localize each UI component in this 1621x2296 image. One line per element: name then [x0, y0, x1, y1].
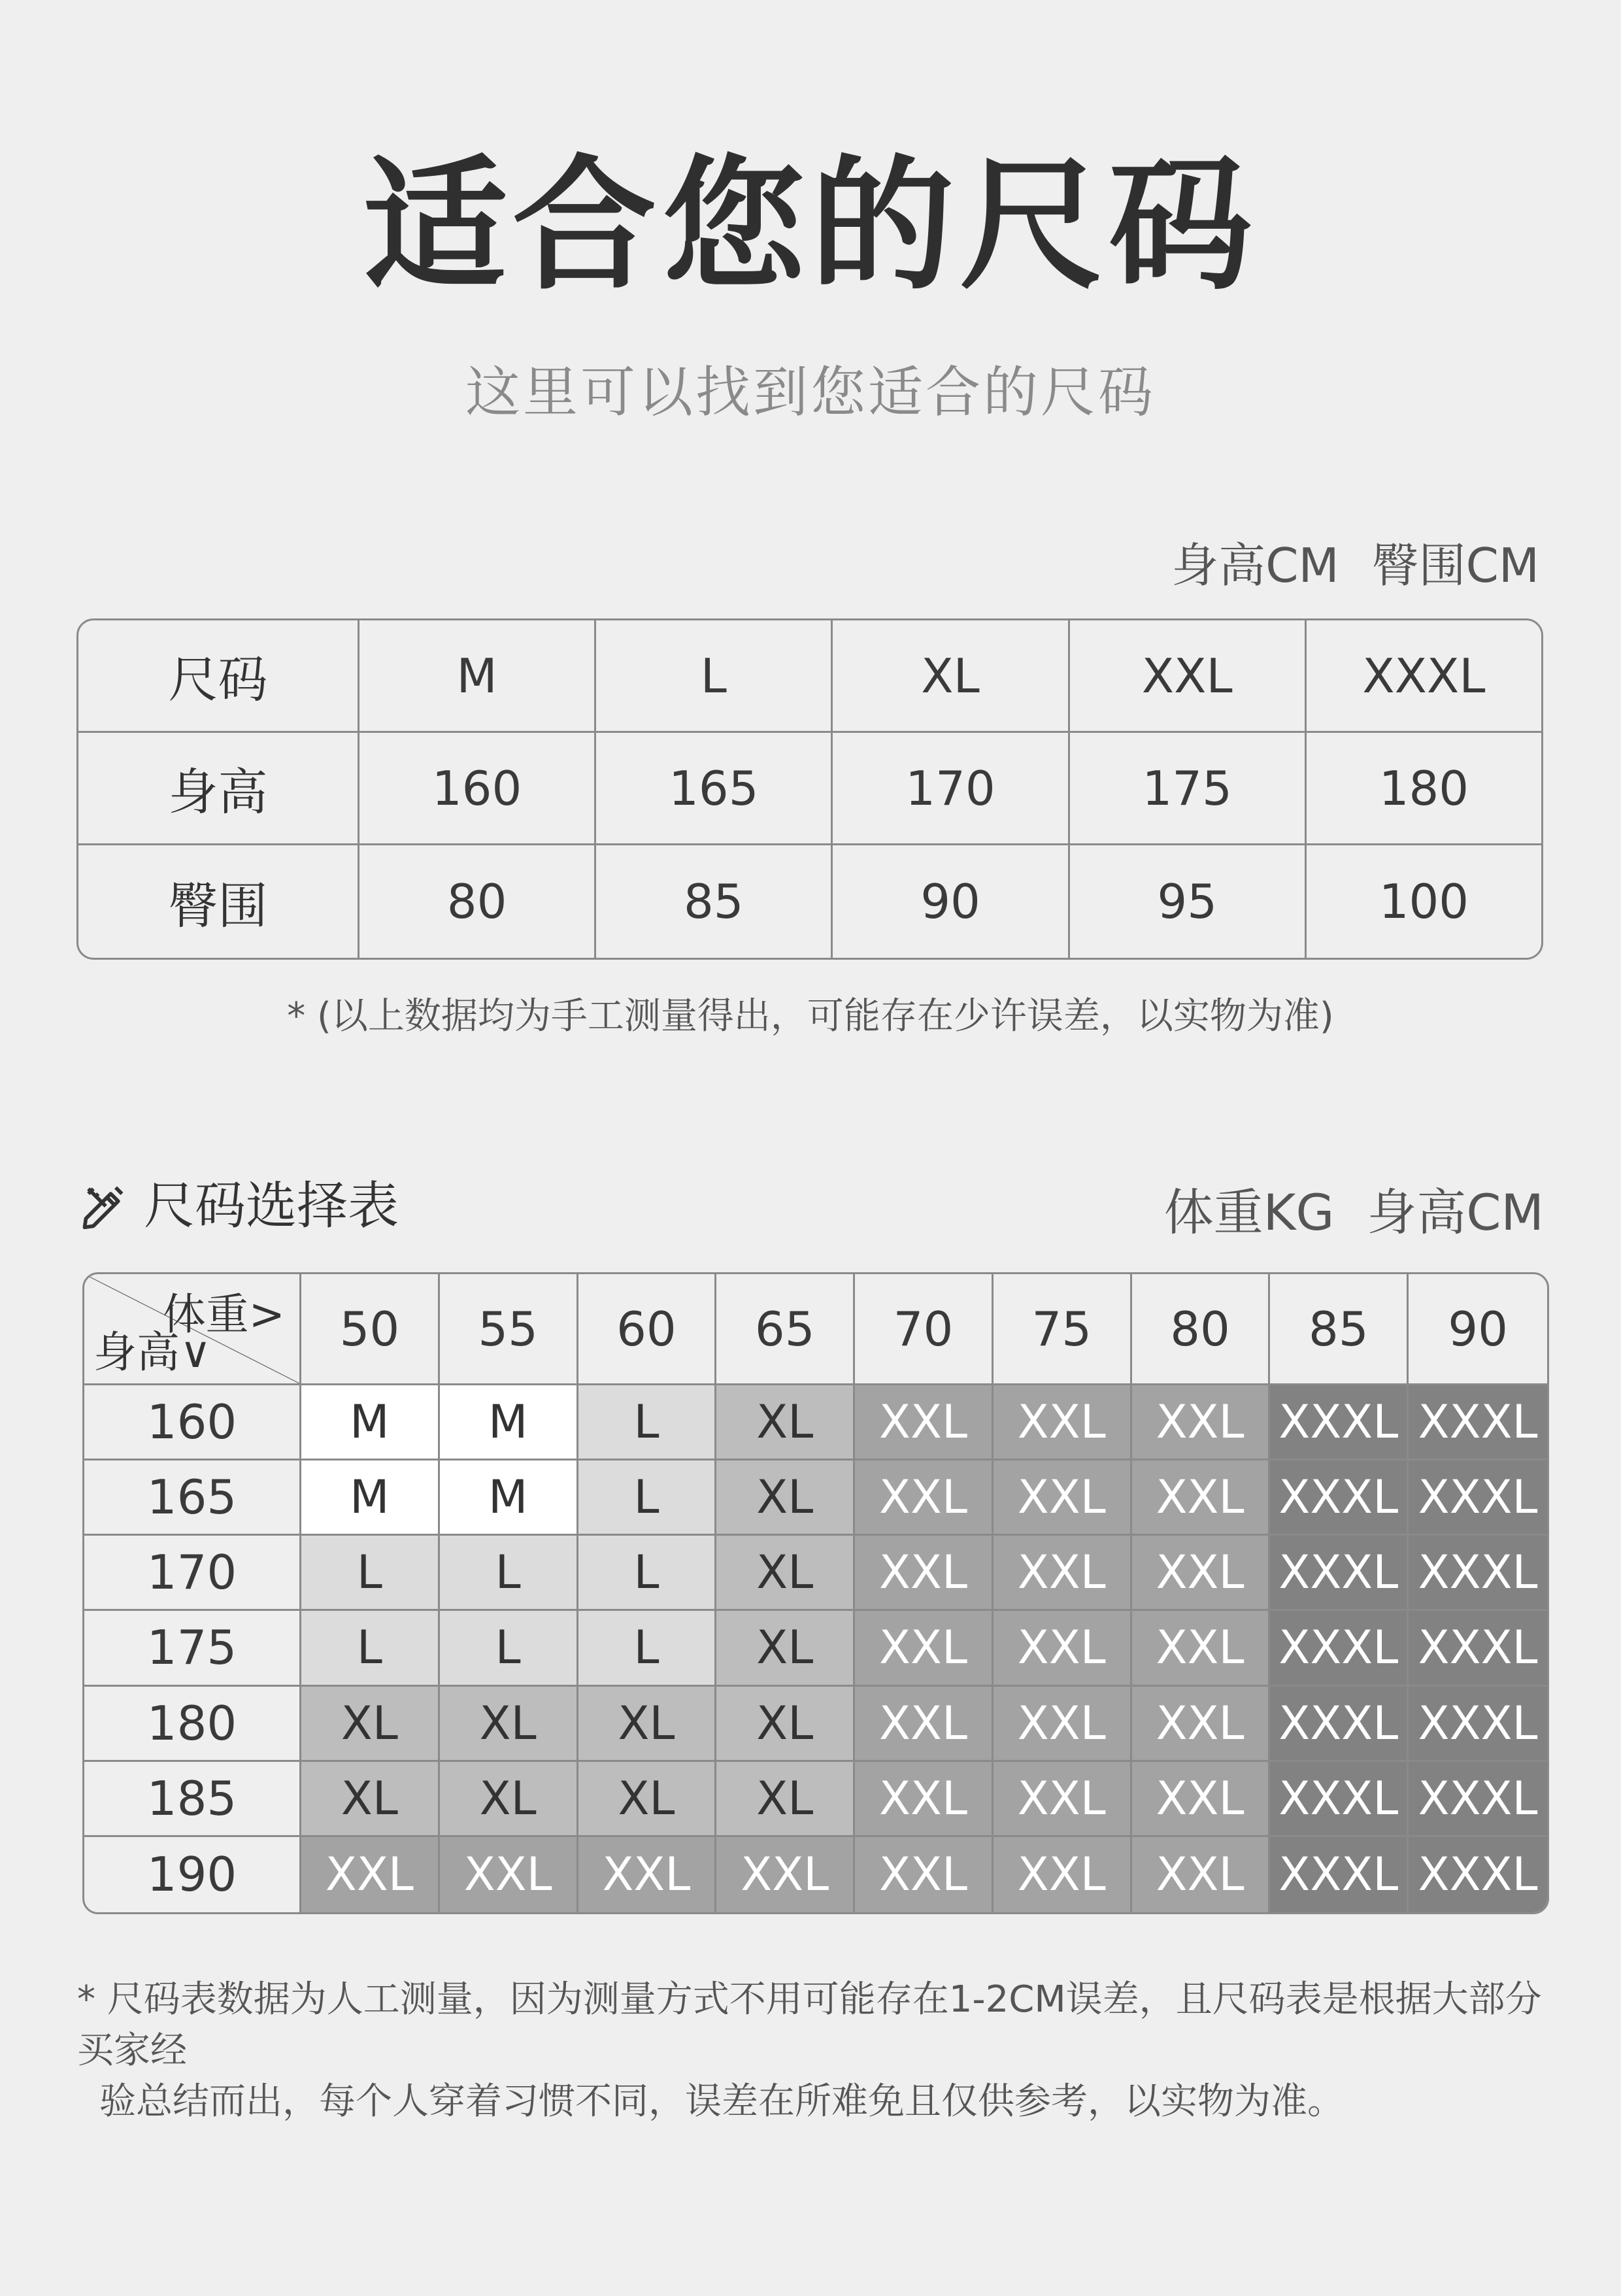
- size-cell: XXXL: [1409, 1611, 1547, 1686]
- size-cell: XXL: [855, 1837, 994, 1912]
- weight-header: 65: [716, 1274, 855, 1385]
- size-cell: XL: [716, 1385, 855, 1460]
- height-header: 170: [84, 1536, 301, 1611]
- size-cell: XXXL: [1409, 1536, 1547, 1611]
- size-cell: XL: [716, 1536, 855, 1611]
- size-cell: XXL: [855, 1762, 994, 1837]
- size-cell: XXL: [440, 1837, 578, 1912]
- weight-header: 75: [994, 1274, 1132, 1385]
- corner-weight-label: 体重>: [162, 1289, 285, 1340]
- section-title: 尺码选择表: [144, 1177, 399, 1236]
- size-cell: XXL: [994, 1611, 1132, 1686]
- size-cell: XXXL: [1409, 1762, 1547, 1837]
- size-cell: XXL: [994, 1536, 1132, 1611]
- unit-height: 身高CM: [1171, 538, 1339, 593]
- size-cell: XXL: [1132, 1837, 1271, 1912]
- size-cell: XXL: [994, 1385, 1132, 1460]
- size-cell: XXL: [1132, 1611, 1271, 1686]
- size-cell: XXXL: [1270, 1536, 1409, 1611]
- table-cell: 85: [596, 845, 833, 958]
- table-cell: 165: [596, 733, 833, 843]
- size-cell: XXXL: [1270, 1385, 1409, 1460]
- size-cell: XXXL: [1409, 1385, 1547, 1460]
- size-cell: XL: [301, 1687, 440, 1762]
- size-cell: XXL: [1132, 1385, 1271, 1460]
- size-cell: L: [578, 1385, 717, 1460]
- page-subtitle: 这里可以找到您适合的尺码: [465, 360, 1156, 424]
- size-cell: XL: [578, 1762, 717, 1837]
- size-cell: XXL: [855, 1385, 994, 1460]
- size-cell: XL: [440, 1687, 578, 1762]
- table1-units: [1171, 533, 1539, 598]
- weight-header: 50: [301, 1274, 440, 1385]
- size-cell: L: [301, 1611, 440, 1686]
- unit-weight: 体重KG: [1163, 1183, 1335, 1241]
- size-cell: XL: [440, 1762, 578, 1837]
- size-cell: XXXL: [1270, 1687, 1409, 1762]
- height-header: 160: [84, 1385, 301, 1460]
- table2-note: [77, 1974, 1548, 2127]
- table-row: [78, 845, 1541, 958]
- size-cell: XXL: [1132, 1762, 1271, 1837]
- size-cell: XXL: [855, 1687, 994, 1762]
- corner-height-label: 身高∨: [93, 1327, 212, 1377]
- size-cell: XXXL: [1409, 1837, 1547, 1912]
- note-line: * 尺码表数据为人工测量，因为测量方式不用可能存在1-2CM误差，且尺码表是根据大部分买家经: [77, 1978, 1542, 2072]
- size-cell: XXXL: [1270, 1460, 1409, 1536]
- size-cell: XXL: [578, 1837, 717, 1912]
- size-cell: XXL: [1132, 1687, 1271, 1762]
- table-row: [78, 733, 1541, 845]
- table-cell: 175: [1070, 733, 1307, 843]
- size-cell: M: [440, 1460, 578, 1536]
- table1-note: * (以上数据均为手工测量得出，可能存在少许误差，以实物为准): [287, 995, 1334, 1038]
- size-cell: XL: [716, 1611, 855, 1686]
- table-cell: 180: [1379, 760, 1469, 816]
- weight-header: 80: [1132, 1274, 1271, 1385]
- size-cell: XL: [716, 1460, 855, 1536]
- table-cell: XL: [833, 620, 1069, 731]
- table-cell: 160: [359, 733, 596, 843]
- row-header: 尺码: [78, 620, 359, 731]
- size-cell: XXXL: [1270, 1611, 1409, 1686]
- size-cell: XXXL: [1409, 1687, 1547, 1762]
- height-header: 175: [84, 1611, 301, 1686]
- size-cell: L: [578, 1460, 717, 1536]
- size-cell: XXL: [855, 1460, 994, 1536]
- height-header: 165: [84, 1460, 301, 1536]
- size-cell: L: [440, 1611, 578, 1686]
- size-cell: XXXL: [1409, 1460, 1547, 1536]
- table2-units: [1164, 1177, 1544, 1249]
- note-line: 验总结而出，每个人穿着习惯不同，误差在所难免且仅供参考，以实物为准。: [99, 2080, 1344, 2123]
- table-cell: 100: [1379, 874, 1469, 929]
- table-cell: 170: [833, 733, 1069, 843]
- size-cell: XXL: [994, 1460, 1132, 1536]
- size-cell: L: [301, 1536, 440, 1611]
- size-cell: L: [578, 1536, 717, 1611]
- size-cell: XL: [716, 1762, 855, 1837]
- page-title: 适合您的尺码: [363, 142, 1258, 309]
- size-cell: M: [440, 1385, 578, 1460]
- size-cell: XXL: [1132, 1536, 1271, 1611]
- size-cell: XXXL: [1270, 1837, 1409, 1912]
- size-cell: XXXL: [1270, 1762, 1409, 1837]
- size-cell: XXL: [994, 1837, 1132, 1912]
- size-cell: M: [301, 1385, 440, 1460]
- size-cell: XL: [716, 1687, 855, 1762]
- size-cell: XXL: [855, 1536, 994, 1611]
- weight-header: 70: [855, 1274, 994, 1385]
- size-cell: XXL: [1132, 1460, 1271, 1536]
- section-heading: [78, 1170, 399, 1242]
- unit-hip: 臀围CM: [1371, 538, 1539, 593]
- size-cell: XXL: [301, 1837, 440, 1912]
- size-cell: XXL: [716, 1837, 855, 1912]
- weight-header: 90: [1409, 1274, 1547, 1385]
- table-cell: L: [596, 620, 833, 731]
- table-cell: XXXL: [1362, 648, 1486, 703]
- height-header: 180: [84, 1687, 301, 1762]
- size-cell: L: [440, 1536, 578, 1611]
- weight-header: 85: [1270, 1274, 1409, 1385]
- height-header: 190: [84, 1837, 301, 1912]
- weight-header: 55: [440, 1274, 578, 1385]
- table-row: [78, 620, 1541, 733]
- weight-header: 60: [578, 1274, 717, 1385]
- size-cell: L: [578, 1611, 717, 1686]
- table-cell: 80: [359, 845, 596, 958]
- table-cell: XXL: [1070, 620, 1307, 731]
- size-spec-table: [76, 618, 1543, 960]
- size-cell: XXL: [994, 1762, 1132, 1837]
- table-cell: M: [359, 620, 596, 731]
- row-header: 身高: [78, 733, 359, 843]
- corner-header: [84, 1274, 301, 1385]
- size-cell: XXL: [855, 1611, 994, 1686]
- unit-height: 身高CM: [1367, 1183, 1544, 1241]
- table-cell: 95: [1070, 845, 1307, 958]
- pencil-ruler-icon: [78, 1181, 128, 1231]
- size-cell: M: [301, 1460, 440, 1536]
- size-cell: XL: [578, 1687, 717, 1762]
- size-cell: XXL: [994, 1687, 1132, 1762]
- height-header: 185: [84, 1762, 301, 1837]
- size-cell: XL: [301, 1762, 440, 1837]
- row-header: 臀围: [78, 845, 359, 958]
- size-selection-table: [82, 1272, 1549, 1914]
- table-cell: 90: [833, 845, 1069, 958]
